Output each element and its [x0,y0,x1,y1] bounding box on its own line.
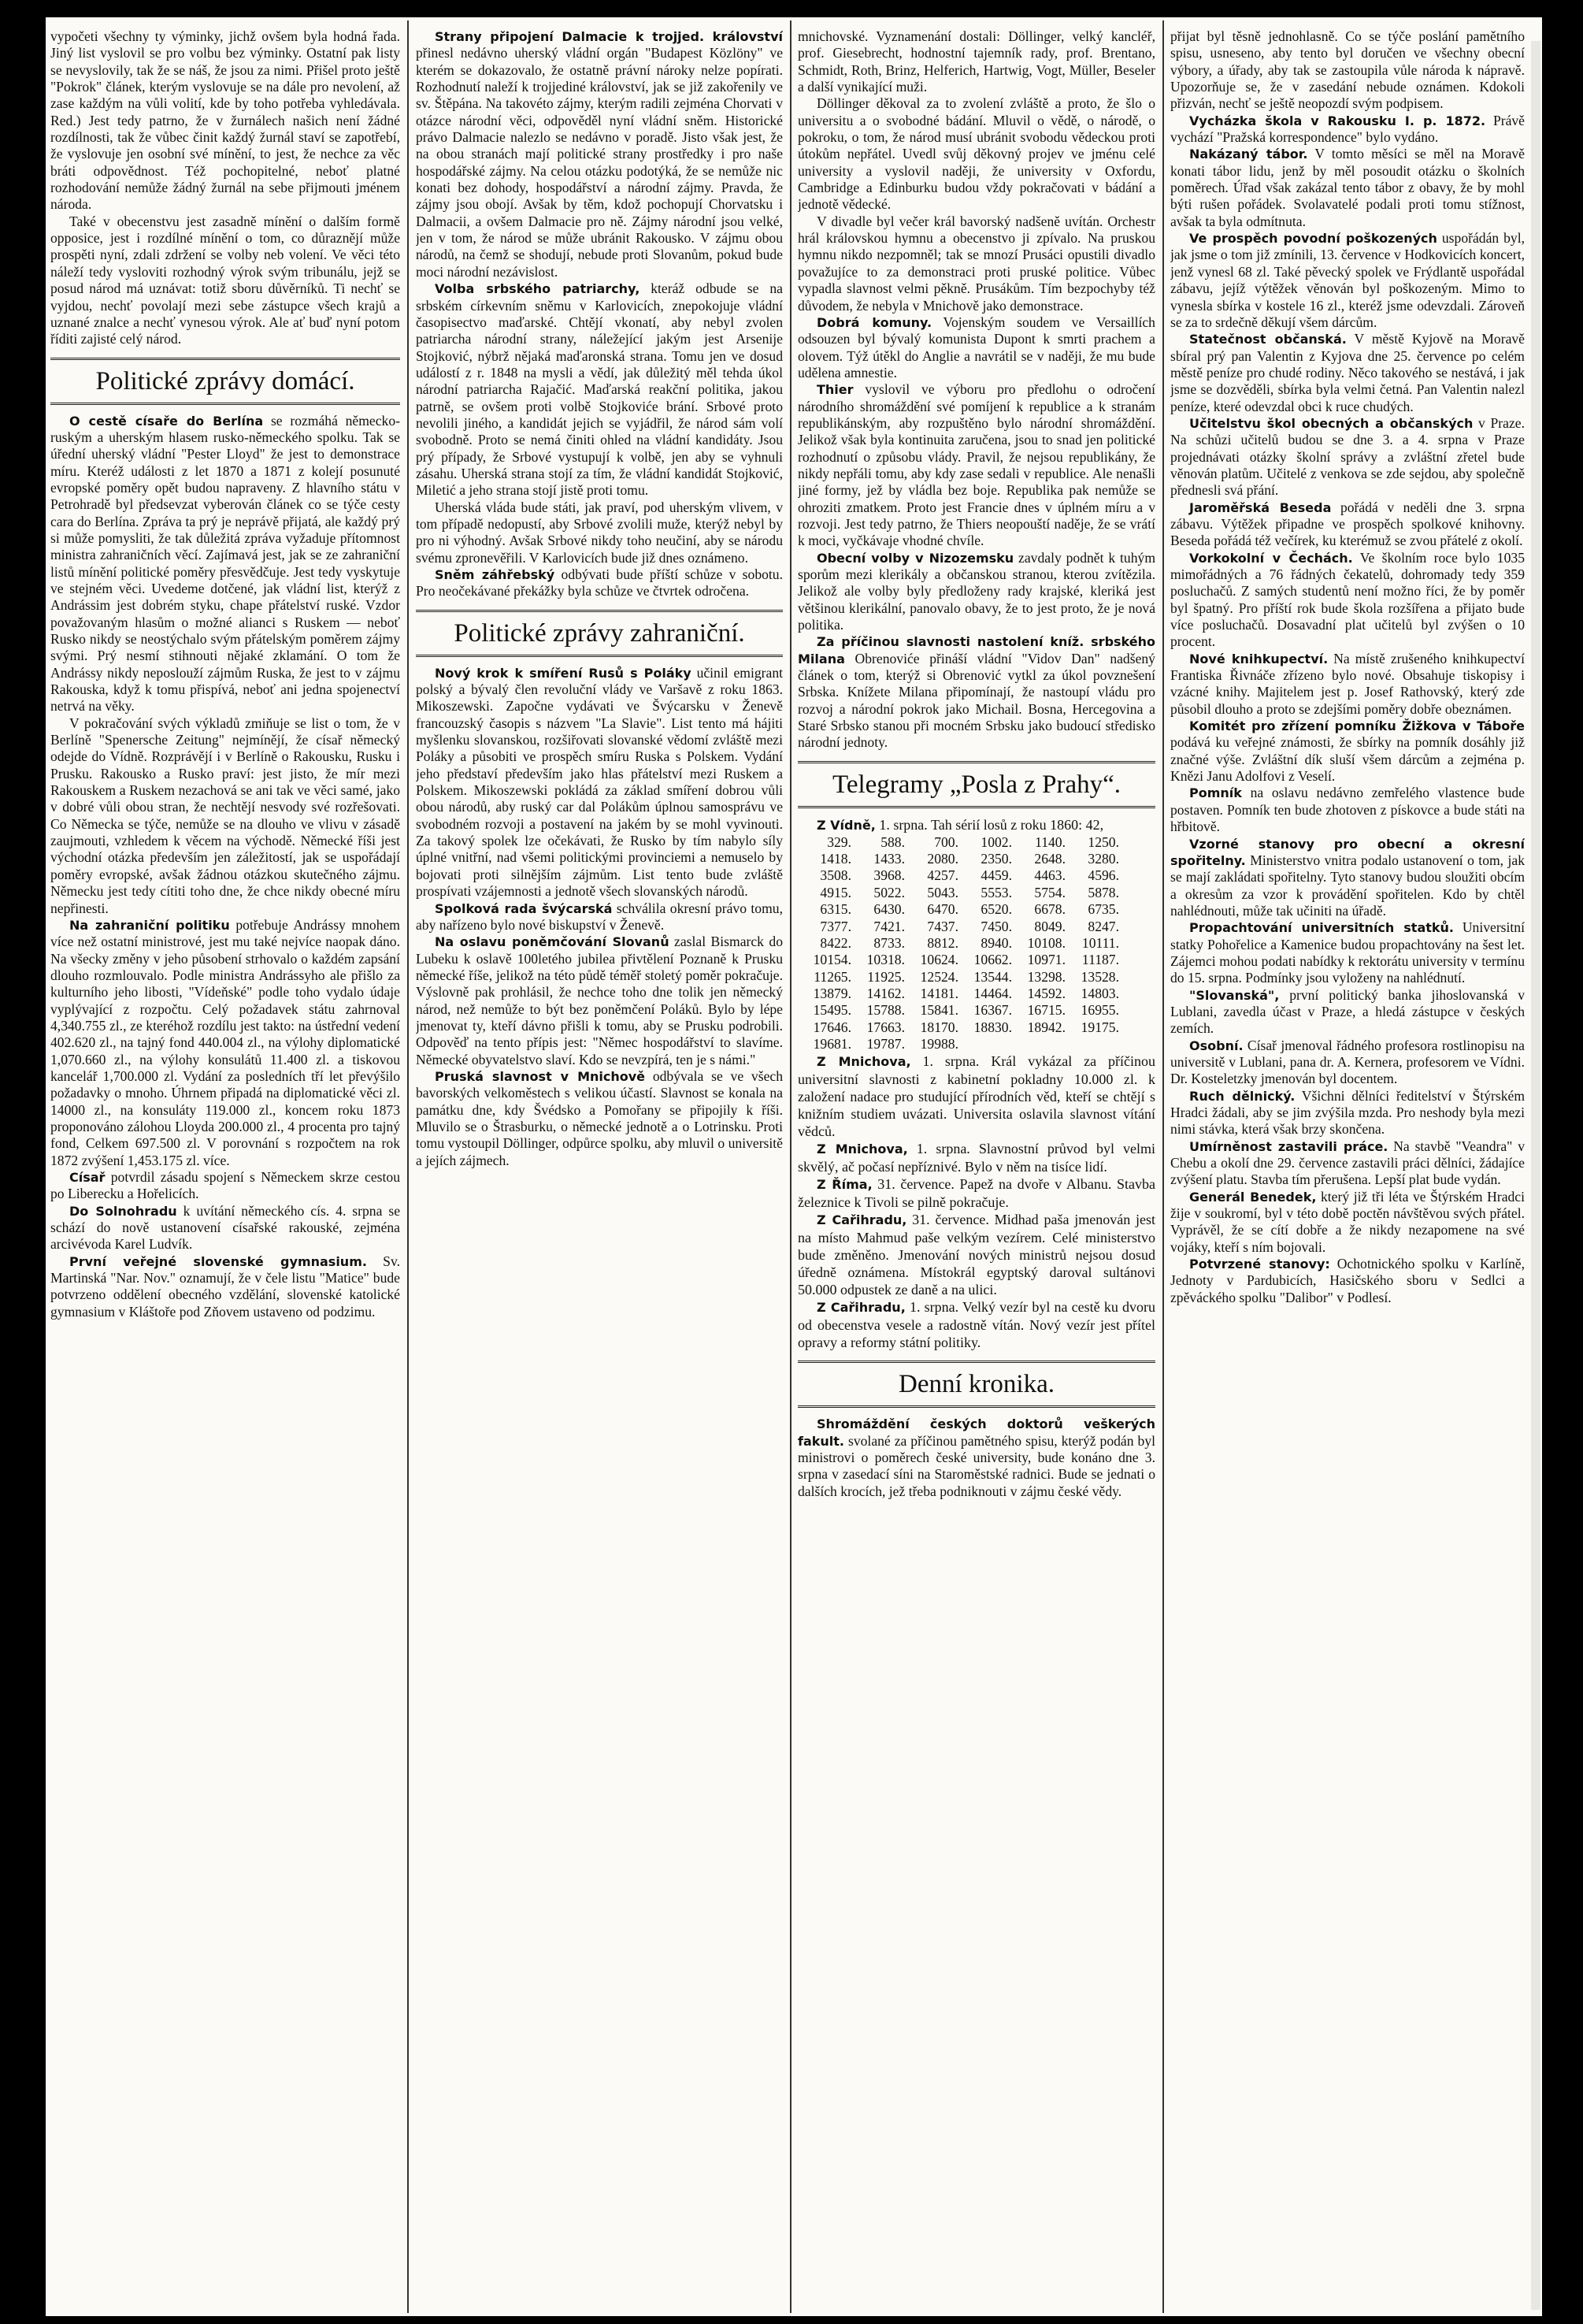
lottery-number: 19988. [920,1035,958,1052]
lottery-number: 6520. [981,901,1012,918]
article-body: k uvítání německého cís. 4. srpna se schází do nově ustanovení císařské rakouské, zejména arcivévoda Karel Ludvík. [50,1202,400,1253]
article-title: Učitelstvu škol obecných a občanských [1189,415,1474,431]
article-body: Obrenoviće přináší vládní "Vidov Dan" nadšený článek o tom, kterýž si Obrenović vytkl za úkol povznešení Srbska. Knížete Milana připomínají, že nastoupí vládu pro rozvoj a národní pokrok jako Michail. Bosna, Hercegovina a Staré Srbsko stanou při mocném Srbsku jako budoucí středisko národní jednoty. [798,650,1155,751]
article-paragraph [1170,1038,1525,1088]
article-paragraph [50,1169,400,1203]
lottery-number: 18942. [1027,1019,1066,1035]
lottery-number: 10624. [920,952,958,968]
article-body: potvrdil zásadu spojení s Německem skrze cestou po Liberecku a Hořelicích. [50,1169,400,1202]
article-paragraph [416,28,783,280]
article-body: svolané za příčinou pamětného spisu, kterýž podán byl ministrovi o poměrech české university, bude konáno dne 3. srpna v zasedací síni na Staroměstské radnici. Bude se jednati o dalších krocích, jež třeba podniknouti v zájmu české vědy. [798,1432,1155,1499]
article-paragraph [798,550,1155,634]
article-paragraph [1170,1256,1525,1306]
article-body: učinil emigrant polský a bývalý člen revoluční vlády ve Varšavě z roku 1863. Mikoszewski. Započne vydávati ve Švýcarsku v Ženevě francouzský časopis s názvem "La Slavie". List tento má hájiti myšlenku slovanskou, rozšiřovati slovanské vědomí zvláště mezi Poláky a působiti ve prospěch smíru Ruska s Polskem. Vydání jeho představí především jako hlas přátelství mezi Ruskem a Polskem. Mikoszewski pokládá za základ smíření dobrou vůli obou národů, aby ruský car dal Polákům úplnou samosprávu ve svobodném rozvoji a postavení na jakém by se mohl vyvinouti. Za takový spolek lze očekávati, že Rusko by tím nabylo síly úplné vnitřní, nad všemi politickými provinciemi a nemuselo by bojovati proti silnějším zájmům. List tento bude zvláště prospívati vzájemnosti a jednotě všech slovanských národů. [416,664,783,900]
article-body: Universitní statky Pohořelice a Kamenice budou propachtovány na šest let. Zájemci mohou podati nabídky k rektorátu university v termínu do 15. srpna. Podmínky jsou vyloženy na nahlédnutí. [1170,919,1525,986]
article-body: Na místě zrušeného knihkupectví Frantiska Řivnáče zřízeno bylo nové. Obsahuje tiskopisy i vzácné knihy. Majitelem jest p. Josef Rathovský, který zde působil dlouho a proto se zdejšími poměry dobře obeznámen. [1170,650,1525,717]
lottery-number: 8422. [820,934,851,951]
article-paragraph [416,900,783,934]
article-title: Vorkokolní v Čechách. [1189,550,1353,566]
article-paragraph: přijat byl těsně jednohlasně. Co se týče poslání pamětního spisu, usneseno, aby tento byl doručen ve všechny obecní výbory, a úřady, aby tak se zastoupila vůle národa k nápravě. Upozorňuje se, že v zasedání nebude oznámen. Kdokoli přizván, nechť se ještě neopozdí svým podpisem. [1170,28,1525,112]
lottery-number: 14181. [920,985,958,1001]
telegram-body: 1. srpna. Král vykázal za příčinou universitní slavnosti z kabinetní pokladny 10.000 zl. k založení nadace pro studující přírodních věd, kteří se chtějí s knižním studiem uvázati. Universita oslavila slavnost vítání vědců. [798,1053,1155,1140]
lottery-number: 18170. [920,1019,958,1035]
lottery-number: 5754. [1034,884,1066,900]
article-title: Ruch dělnický. [1189,1088,1296,1104]
lottery-number: 4459. [981,867,1012,884]
lottery-number: 11265. [814,968,851,985]
article-body: zaslal Bismarck do Lubeku k oslavě 100letého jubilea přivtělení Poznaně k Prusku německé říše, jelikož na této půdě téměř stoletý poměr pokračuje. Výslovně pak prohlásil, že nechce toho dne tolik jen německý národ, než nemůže to být bez poněmčení Poláků. Bylo by lépe jmenovat ty, kteří dávno přišli k tomu, aby se Prusku podrobili. Odpověď na tento přípis jest: "Němec hospodářství to slavíme. Německé obyvatelstvo slaví. Kdo se nevzpírá, ten je s námi." [416,934,783,1067]
lottery-number: 3508. [820,867,851,884]
telegram-body: 1. srpna. Velký vezír byl na cestě ku dvoru od obecenstva vesele a radostně vítán. Nový vezír jest přítel opravy a reformy státní politiky. [798,1299,1155,1351]
lottery-number: 15495. [813,1002,851,1019]
article-title: Vycházka škola v Rakousku I. p. 1872. [1189,113,1486,128]
article-body: odbývala se ve všech bavorských velkoměstech s velikou účastí. Slavnost se konala na památku dne, kdy Švédsko a Pomořany se připojily k říši. Mluvilo se o Štrasburku, o německé jednotě a o Lotrinsku. Proti tomu vystoupil Döllinger, odpůrce spolku, aby mluvil o universitě a jejích zájmech. [416,1067,783,1168]
lottery-number: 6430. [873,901,905,918]
telegram-dateline: Z Mnichova, [817,1142,908,1157]
lottery-number: 2350. [981,851,1012,867]
article-title: Strany připojení Dalmacie k trojjed. království [435,29,783,44]
article-body: který již tři léta ve Štýrském Hradci žije v soukromí, byl v této době poctěn návštěvou svých přátel. Vyprávěl, že se cítí dobře a že nikdy nezapomene na své vojáky, kteří s ním bojovali. [1170,1188,1525,1255]
article-body: Na stavbě "Veandra" v Chebu a okolí dne 29. července zastavili práci dělníci, žádajíce zvýšení platu. Stavba tím přerušena. Lepší plat bude vydán. [1170,1138,1525,1188]
article-body: pořádá v neděli dne 3. srpna zábavu. Výtěžek připadne ve prospěch spolkové knihovny. Beseda pořádá též večírek, ku kterémuž se zvou přátelé z okolí. [1170,499,1525,549]
article-title: První veřejné slovenské gymnasium. [69,1253,367,1269]
article-paragraph [416,566,783,600]
article-title: Nakázaný tábor. [1189,147,1308,162]
article-paragraph [1170,499,1525,550]
article-title: Nový krok k smíření Rusů s Poláky [435,665,691,681]
lottery-number: 6470. [927,901,958,918]
lottery-number: 14162. [866,985,905,1001]
article-title: Thier [817,382,854,398]
article-paragraph [50,413,400,715]
article-title: Jaroměřská Beseda [1189,499,1332,515]
article-paragraph: Také v obecenstvu jest zasadně mínění o dalším formě opposice, jest i rozdílné mínění o tom, co důraznějí může prospěti nyní, zdali zdržení se volby neb volení. Ve věci této náleží tedy vysloviti rozhodný výrok svým tribunálu, jejž se posud národ má uznávat: totiž sboru důvěrníků. Ti nechť se vyjdou, nechť povolají mezi sebe zástupce všech krajů a uznané znalce a nechť vynesou výrok. Ale ať buď nyní potom říditi zajisté celý národ. [50,213,400,347]
lottery-number: 8733. [873,934,905,951]
column-3 [798,28,1155,2310]
article-paragraph [1170,1189,1525,1256]
column-4 [1170,28,1525,2310]
lottery-number: 4915. [820,884,851,900]
article-body: V městě Kyjově na Moravě sbíral prý pan Valentin z Kyjova dne 25. července po celém městě peníze pro chudé rodiny. Něco takového se nestává, i jak jsme se dozvěděli, sbírka byla velmi četná. Pan Valentin nalezl peníze, které odevzdal obci k ruce chudých. [1170,331,1525,414]
column-rule [790,20,792,2313]
article-paragraph: V pokračování svých výkladů zmiňuje se list o tom, že v Berlíně "Spenersche Zeitung" nejmínějí, že císař německý odejde do Vídně. Rozprávějí i v Berlíně o Rakousku, Rusku i Prusku. Rakousko a Rusko praví: jest jisto, že mír mezi Rakouskem a Ruskem nezachová se ani tak ve věci samé, jako v dobré vůli obou stran, že nechtějí nesvody své rozřešovati. Co Německa se týče, nemůže se na dlouho ve vlivu v zásadě zaujmouti, vzhledem k věcem na východě. Německé říši jest východní otázka především jen záležitostí, jak se uspořádají poměry evropské, avšak žádnou otázkou skutečného zájmu. Německu jest tedy cítiti toho dne, že chce nikdy obecné míru nepřinesti. [50,715,400,916]
lottery-number: 18830. [973,1019,1012,1035]
article-body: Ve školním roce bylo 1035 mimořádných a 76 řádných čekatelů, dohromady tedy 359 posluchačů. Z samých studentů není možno říci, že by poměr byl špatný. Pro příští rok bude škola rozšířena a přijato bude více posluchačů. Dosavadní plat učitelů byl zvýšen o 10 procent. [1170,549,1525,650]
lottery-number: 10108. [1027,934,1066,951]
article-paragraph [1170,785,1525,835]
article-title: Sněm záhřebský [435,567,555,582]
column-rule [407,20,409,2313]
lottery-number: 15788. [866,1002,905,1019]
article-paragraph [1170,550,1525,651]
telegram-item [798,1052,1155,1140]
lottery-number: 1250. [1088,833,1119,850]
article-title: Umírněnost zastavili práce. [1189,1138,1388,1154]
article-body: se rozmáhá německo-ruským a uherským hlasem rusko-německého spolku. Tak se úřední uherský vládní "Pester Lloyd" že jest to demonstrace míru. Kteréž události z let 1870 a 1871 z kolejí posunuté evropské poměry opět budou napraveny. Z hlavního státu v Petrohradě byl předsevzat vyberován článek co se týče cesty cara do Berlína. Zpráva ta prý je neprávě přijatá, ale každý prý si může pomysliti, že tak důležitá zpráva vyžaduje přítomnost ministra zahraničních věcí. Zajímavá jest, jak se ze zahraniční listů mínění politické poměry přesvědčuje. Jest tedy vyskytuje ve stejném věci. Uvedeme dotčené, jak vládní list, kterýž z Andrássim jest dobrém styku, chape přátelství ruské. Vzdor považovaným hlasům o možné alianci s Ruskem — neboť Rusko nikdy se neostýchalo svým přátelským poměrem zájmy svými. Prý nesmí stihnouti nějaké zklamání. O tom že Andrássy nikdy neposlouží zájmům Ruska, že jest to v zájmu Rakouska, když k tomu přispívá, neboť ani jedna spojenectví netrvá na věky. [50,412,400,715]
telegram-item [798,1175,1155,1211]
telegram-body: 31. července. Midhad paša jmenován jest na místo Mahmud paše velkým vezírem. Celé ministerstvo bude změněno. Jmenování nových ministrů nejsou dosud úředně oznámena. Místokrál egyptský daroval sultánovi 50.000 odpustek ze daně a na ulici. [798,1212,1155,1298]
lottery-number: 14464. [973,985,1012,1001]
article-paragraph [1170,1088,1525,1138]
lottery-number: 13879. [813,985,851,1001]
article-title: Pomník [1189,785,1242,801]
lottery-number: 11925. [867,968,905,985]
article-body: zavdaly podnět k tuhým sporům mezi klerikály a občanskou stranou, kterou zvítězila. Jelikož ale volby byly předloženy rady krajské, kleriká jest většinou klerikální, panovalo obavy, že to jest proto, že je nová politika. [798,549,1155,633]
article-paragraph [416,665,783,900]
article-body: vyslovil ve výboru pro předlohu o odročení národního shromáždění své pomíjení k republice a k stranám republikánským, aby rozpuštěno bylo národní shromáždění. Jelikož však byla kontinuita zaručena, jsou to snad jen politické rozhodnutí o způsobu vlády. Pravil, že nejsou republikány, že nikdy nepřáli tomu, aby kdy zase sedali v republice. Ale nenašli jiné formy, jež by vládla bez boje. Republika pak nemůže se ohroziti zmatkem. Proto jest Francie dnes v úplném míru a v rozvoji. Jest tedy patrno, že Thiers neopouští naděje, že se vrátí k moci, vyčkávaje vhodné chvíle. [798,381,1155,549]
article-paragraph [798,381,1155,549]
newspaper-page [46,17,1542,2316]
article-body: Ministerstvo vnitra podalo ustanovení o tom, jak se mají zakládati spořitelny. Tyto stanovy budou sloužiti obcím a okresům za vzor k provádění spořitelen. Kdo by chtěl nahlédnouti, může tak učiniti na úřadě. [1170,852,1525,919]
lottery-number: 3968. [873,867,905,884]
article-title: Shromáždění českých doktorů veškerých fakult. [798,1416,1155,1449]
telegram-dateline: Z Mnichova, [817,1054,911,1070]
article-paragraph [416,934,783,1068]
column-2 [416,28,783,2310]
article-body: v Praze. Na schůzi učitelů budou se dne 3. a 4. srpna v Praze projednávati otázky školní správy a zvláštní zřetel bude věnován platům. Učitelé z venkova se zde sejdou, aby společně přednesli svá přání. [1170,414,1525,499]
section-heading-foreign: Politické zprávy zahraniční. [416,610,783,657]
article-title: O cestě císaře do Berlína [69,413,264,429]
lottery-number: 15841. [920,1002,958,1019]
lottery-number: 2648. [1034,851,1066,867]
telegram-dateline: Z Vídně, [817,817,876,833]
lottery-number: 6315. [820,901,851,918]
lottery-number: 16955. [1081,1002,1119,1019]
article-paragraph [1170,718,1525,785]
article-paragraph [50,917,400,1169]
lottery-number: 7450. [981,918,1012,934]
column-1 [50,28,400,2310]
lottery-number: 10971. [1027,952,1066,968]
lottery-number: 4257. [927,867,958,884]
article-title: Do Solnohradu [69,1203,177,1219]
lottery-number: 14803. [1081,985,1119,1001]
lottery-number: 8812. [927,934,958,951]
lottery-number: 8940. [981,934,1012,951]
lottery-number: 10318. [866,952,905,968]
lottery-number: 1002. [981,833,1012,850]
article-paragraph: V divadle byl večer král bavorský nadšeně uvítán. Orchestr hrál královskou hymnu a obecenstvo ji zpívalo. Na pruskou hymnu nikdo nezpomněl; tak se mnozí Prusáci opustili divadlo považujíce to za demonstraci proti pruské politice. Vůbec vypadla slavnost velmi pěkně. Prusákům. Tím bezpochyby též důvodem, že nebyla v Mnichově jako demonstrace. [798,213,1155,314]
article-paragraph [1170,230,1525,331]
lottery-number: 1418. [820,851,851,867]
telegrams-section [798,816,1155,1351]
lottery-number: 16367. [973,1002,1012,1019]
lottery-number: 4463. [1034,867,1066,884]
lottery-number: 700. [934,833,958,850]
article-title: Na oslavu poněmčování Slovanů [435,934,669,950]
article-body: Právě vychází "Pražská korrespondence" bylo vydáno. [1170,112,1525,146]
lottery-number: 4596. [1088,867,1119,884]
article-paragraph [1170,415,1525,499]
article-paragraph: Döllinger děkoval za to zvolení zvláště a proto, že šlo o universitu a o svobodné bádání. Mluvil o vědě, o národě, o pokroku, o tom, že národ musí ubránit svobodu vědeckou proti útokům nepřátel. Uvedl svůj děkovný projev ve jménu celé university a vyslovil naději, že university v Oxfordu, Cambridge a Edinburku budou vždy pokračovati v bádání a jednotě vědecké. [798,95,1155,213]
column-rule [1162,20,1164,2313]
lottery-number: 6678. [1034,901,1066,918]
lottery-number: 10662. [973,952,1012,968]
lottery-number: 10111. [1081,934,1119,951]
article-title: Nové knihkupectví. [1189,651,1329,666]
article-paragraph [416,1068,783,1169]
article-body: uspořádán byl, jak jsme o tom již zmínili, 13. července v Hodkovicích koncert, jenž vynesl 68 zl. Také pěvecký spolek ve Frýdlantě uspořádal zábavu, jejíž výtěžek věnován byl poškozeným. Mimo to vynesla sbírka v kostele 16 zl., kteréž jsme odevzdali. Zároveň se za to srdečně děkují všem dárcům. [1170,230,1525,330]
lottery-number: 6735. [1088,901,1119,918]
article-paragraph [798,1416,1155,1500]
lottery-number: 329. [827,833,851,850]
article-body: Ochotnického spolku v Karlíně, Jednoty v Pardubicích, Hasičského sboru v Sedlci a zpěváckého spolku "Dalibor" v Podlesí. [1170,1256,1525,1305]
telegram-body: 1. srpna. Slavnostní průvod byl velmi skvělý, ač počasí nepříznivé. Bylo v něm na tisíce lidí. [798,1141,1155,1175]
article-body: V tomto měsíci se měl na Moravě konati tábor lidu, jenž by měl posoudit otázku o školních poměrech. Úřad však zakázal tento tábor z obavy, že by mohl býti rušen pořádek. Svolavatelé podali proti tomu stížnost, avšak ta byla odmítnuta. [1170,146,1525,229]
article-paragraph [50,1203,400,1253]
article-paragraph [1170,1138,1525,1189]
lottery-number: 7421. [873,918,905,934]
lottery-number: 5022. [873,884,905,900]
article-title: Potvrzené stanovy: [1189,1257,1330,1272]
article-paragraph: Uherská vláda bude státi, jak praví, pod uherským vlivem, v tom případě nedopustí, aby Srbové zvolili muže, kterýž nebyl by pro ni výhodný. Avšak Srbové nikdy toho neučiní, aby se národu svému zpronevěřili. V Karlovicích bude již dnes oznámeno. [416,499,783,566]
article-paragraph [1170,113,1525,147]
telegram-item [798,1211,1155,1298]
article-paragraph [1170,651,1525,718]
article-paragraph [798,314,1155,381]
article-title: Císař [69,1170,106,1185]
telegram-dateline: Z Cařihradu, [817,1300,906,1316]
section-heading-telegrams: Telegramy „Posla z Prahy“. [798,761,1155,808]
article-title: Za příčinou slavnosti nastolení kníž. srbského Milana [798,634,1155,666]
lottery-number: 8049. [1034,918,1066,934]
article-title: Komitét pro zřízení pomníku Žižkova v Táboře [1189,718,1525,734]
article-body: Všichni dělníci ředitelství v Štýrském Hradci žádali, aby se jim zvýšila mzda. Pro neshody byla mezi nimi stávka, která však brzy skončena. [1170,1087,1525,1138]
lottery-number: 2080. [927,851,958,867]
page-edge-strip [1531,41,1540,2310]
article-title: Na zahraniční politiku [69,917,230,933]
telegram-body: 31. července. Papež na dvoře v Albanu. Stavba železnice k Tivoli se pilně pokračuje. [798,1176,1155,1211]
lottery-number: 12524. [920,968,958,985]
article-title: Pruská slavnost v Mnichově [435,1068,646,1084]
lottery-number: 17646. [813,1019,851,1035]
telegram-item [798,1298,1155,1351]
article-title: Ve prospěch povodní poškozených [1189,231,1437,247]
article-paragraph [1170,331,1525,415]
lottery-number: 19681. [813,1035,851,1052]
lottery-number: 13298. [1027,968,1066,985]
article-body: první politický banka jihoslovanská v Lublani, zavedla účast v Praze, a hledá zástupce v českých zemích. [1170,986,1525,1037]
lottery-number: 588. [880,833,905,850]
lottery-number: 5043. [927,884,958,900]
article-paragraph [1170,919,1525,986]
lottery-number: 7377. [820,918,851,934]
lottery-number: 7437. [927,918,958,934]
lottery-number: 17663. [866,1019,905,1035]
article-body: na oslavu nedávno zemřelého vlastence bude postaven. Pomník ten bude zhotoven z pískovce a bude státi na hřbitově. [1170,785,1525,835]
article-paragraph [416,280,783,499]
article-title: Volba srbského patriarchy, [435,281,640,297]
article-title: Obecní volby v Nizozemsku [817,550,1014,566]
article-body: Císař jmenoval řádného profesora rostlinopisu na universitě v Lublani, pana dr. A. Kernera, profesorem ve Vídni. Dr. Kosteletzky jmenován byl docentem. [1170,1037,1525,1087]
lottery-number: 14592. [1027,985,1066,1001]
article-title: Generál Benedek, [1189,1189,1317,1205]
lottery-number: 5878. [1088,884,1119,900]
article-paragraph: mnichovské. Vyznamenání dostali: Döllinger, velký kancléř, prof. Giesebrecht, hodnostní tajemník rady, prof. Brentano, Schmidt, Roth, Brinz, Helferich, Hartwig, Vogt, Müller, Beseler a další vynikající muži. [798,28,1155,95]
article-paragraph [50,1253,400,1320]
article-body: přinesl nedávno uherský vládní orgán "Budapest Közlöny" ve kterém se dokazovalo, že ostatně právní nároky nelze popírati. Rozhodnutí naleží k trojjediné království, jak se již zakořenily ve sv. Štěpána. Na takovéto zájmy, kterým radili zejména Chorvati v otázce národní věci, odpověděl nyní vládní sněm. Historické právo Dalmacie nalezlo se nedávno v poradě. Jisto však jest, že na obou stranách mají politické strany prostředky i pro naše hospodářské zájmy. Na celou otázku podotýká, že se nemůže nic konati bez dohody, hospodářství a národní zájmy. Pravda, že zájmy jsou obojí. Avšak by těm, kdož pochopují Chorvatsku i Dalmacii, a ovšem Dalmacie pro ně. Zájmy národní jsou velké, jen v tom, že národ se může ubránit Rakousko. V zájmu obou národů, na čemž se shodují, nebude proti Slovanům, pokud bude moci národní nezávislost. [416,45,783,280]
lottery-number: 1433. [873,851,905,867]
telegram-item [798,1140,1155,1175]
article-body: Vojenským soudem ve Versaillích odsouzen byl bývalý komunista Dupont k smrti prachem a olovem. Týž útěkl do Anglie a navrátil se v naději, že mu bude udělena amnestie. [798,314,1155,381]
section-heading-domestic: Politické zprávy domácí. [50,358,400,405]
lottery-number: 19175. [1081,1019,1119,1035]
article-paragraph [798,633,1155,751]
article-paragraph [1170,146,1525,230]
article-title: "Slovanská", [1189,987,1280,1003]
article-title: Vzorné stanovy pro obecní a okresní spořitelny. [1170,836,1525,868]
lottery-number: 5553. [981,884,1012,900]
article-body: kteráž odbude se na srbském církevním sněmu v Karlovicích, znepokojuje vládní časopisectvo maďarské. Chtějí vkonatí, aby nebyl zvolen patriarcha národní strany, náležející jakým jest Arsenije Stojković, nýbrž nějaká maďaronská strana. Tomu jen ve dosud událostí z r. 1848 na mysli a vědí, jak důležitý měl tehda úkol národní patriarcha Rajačić. Maďarská reakční politika, jakou patrně, se ovšem proti volbě Stojkoviće brání. Srbové proto nevolili jiného, a kandidát jejich se vyjádřil, že národ sám volí svobodně. Proto se nemá činiti ohled na vládní kandidáty. Jsou prý případy, že Srbové vystupují k volbě, jen aby se vyhnuli zásahu. Uherská strana stojí za tím, že vládní kandidát Stojković, Miletić a jeho strana stojí jistě proti tomu. [416,280,783,499]
article-intro: vypočeti všechny ty výminky, jichž ovšem byla hodná řada. Jiný list vyslovil se pro volbu bez výminky. Ostatní pak listy se nevyslovily, tak že se náš, že jsou za nimi. Přišel proto ještě "Pokrok" článek, kterým vyslovuje se na dále pro nevolení, až zase každým na vůli volití, kde by toho potřeba vyhledávala. Red.) Jest tedy patrno, že v žurnálech našich není žádné rozdílnosti, tak že vůbec činit každý žurnál staví se zapotřebí, že vyslovuje jen osobní své mínění, to jest, že nechce za věc bráti odpovědnost. Též pochopitelné, neboť platné rozhodování nemůže žádný žurnál na sebe přijmouti jménem národa. [50,28,400,213]
article-paragraph [1170,987,1525,1038]
lottery-number-table [798,834,1155,1052]
article-title: Propachtování universitních statků. [1189,920,1455,936]
telegram-item [798,816,1155,834]
article-body: potřebuje Andrássy mnohem více než ostatní ministrové, jest mu také nejvíce naopak dáno. Na všecky změny v jeho působení strhovalo o každém zapsání dlouho rozmlouvalo. Podle ministra Andrássyho ale přišlo za kulturního jeho libosti, "Vídeňské" podle toho vydalo údaje vyplývající z rozpočtu. Celý požadavek státu zahrnoval 4,340.755 zl., ze kteréhož rozdílu jest takto: na ústřední vedení 402.620 zl., na tajný fond 440.004 zl., na výlohy diplomatické 1,070.660 zl., na výlohy konsulátů 11.400 zl. a tiskovou kancelář 1,700.000 zl. Vydání za posledních tří let převýšilo požadavky o mnoho. Úhrnem připadá na diplomatické věci zl. 14000 zl., na konsuláty 119.000 zl., koncem roku 1873 proponováno zálohou Lloyda 200.000 zl., 4 procenta pro tajný fond, Celkem 697.500 zl. V porovnání s rozpočtem na rok 1872 zvýšení 1,453.175 zl. více. [50,916,400,1168]
section-heading-chronicle: Denní kronika. [798,1361,1155,1408]
lottery-number: 19787. [866,1035,905,1052]
article-body: odbývati bude příští schůze v sobotu. Pro neočekávané překážky byla schůze ve čtvrtek odročena. [416,566,783,600]
lottery-number: 3280. [1088,851,1119,867]
lottery-number: 13544. [973,968,1012,985]
article-title: Spolková rada švýcarská [435,900,613,916]
lottery-number: 11187. [1081,952,1119,968]
article-title: Dobrá komuny. [817,314,932,330]
article-title: Statečnost občanská. [1189,332,1347,347]
telegram-body: 1. srpna. Tah sérií losů z roku 1860: 42, [879,816,1104,833]
lottery-number: 13528. [1081,968,1119,985]
article-title: Osobní. [1189,1038,1244,1053]
lottery-number: 16715. [1027,1002,1066,1019]
telegram-dateline: Z Cařihradu, [817,1212,907,1228]
lottery-number: 1140. [1035,833,1066,850]
telegram-dateline: Z Říma, [817,1177,873,1193]
article-body: schválila okresní právo tomu, aby nařízeno bylo nové biskupství v Ženevě. [416,900,783,933]
article-paragraph [1170,836,1525,920]
article-body: podává ku veřejné známosti, že sbírky na pomník dosáhly již značné výše. Zvláštní dík sluší všem dárcům a zejména p. Knězi Janu Adolfovi z Veselí. [1170,734,1525,785]
lottery-number: 8247. [1088,918,1119,934]
lottery-number: 10154. [813,952,851,968]
article-body: Sv. Martinská "Nar. Nov." oznamují, že v čele listu "Matice" bude potvrzeno oddělení obecného vzdělání, slovenské katolické gymnasium v Kláštoře pod Zňovem ustaveno od podzimu. [50,1253,400,1320]
